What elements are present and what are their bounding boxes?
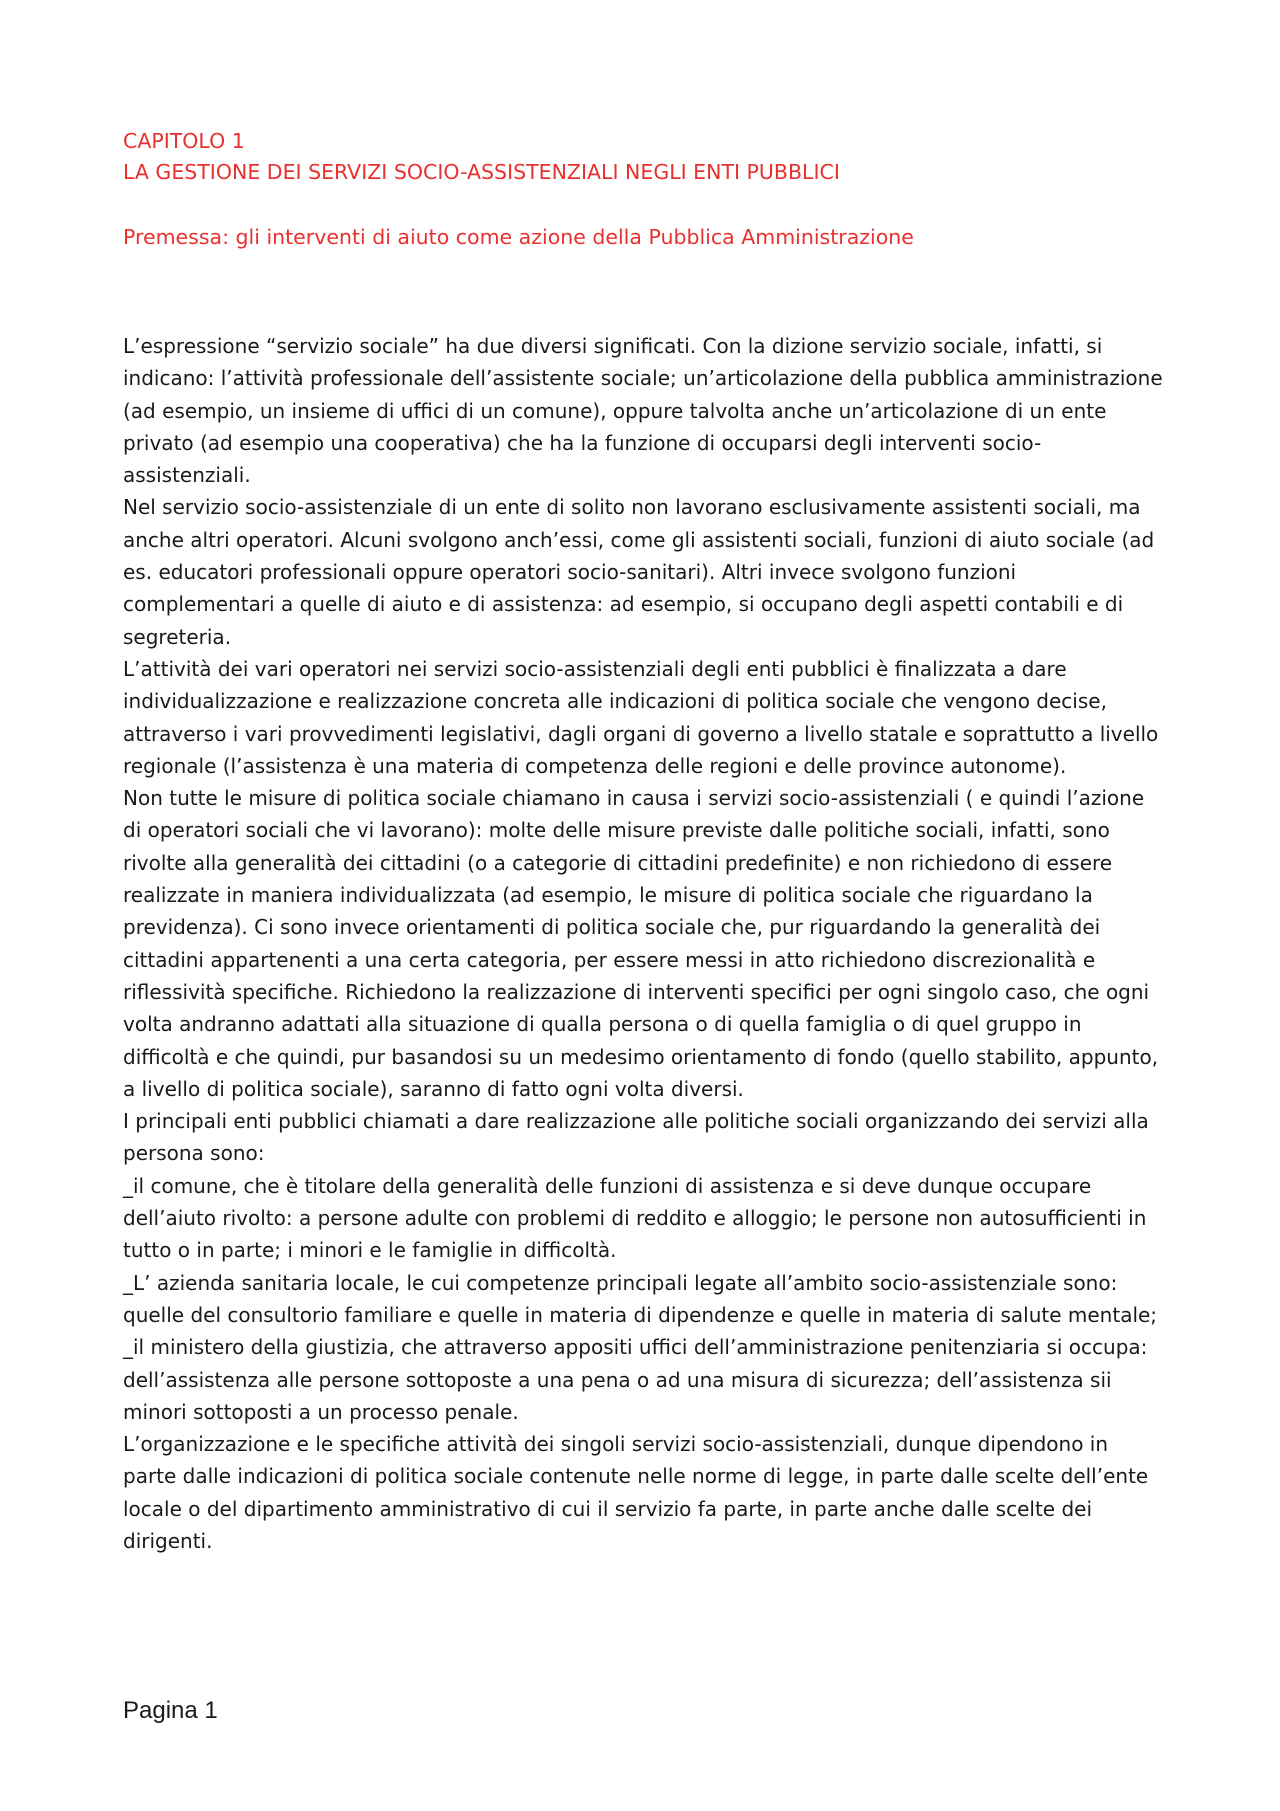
body-text — [123, 330, 1163, 1557]
chapter-number: CAPITOLO 1 — [123, 129, 245, 153]
list-item: _il ministero della giustizia, che attraverso appositi uffici dell’amministrazione penitenziaria si occupa: dell’assistenza alle persone sottoposte a una pena o ad una misura di sicurezza; dell’assistenza sii minori sottoposti a un processo penale. — [123, 1335, 1148, 1424]
paragraph: L’espressione “servizio sociale” ha due diversi significati. Con la dizione servizio sociale, infatti, si indicano: l’attività professionale dell’assistente sociale; un’articolazione della pubblica amministrazione (ad esempio, un insieme di uffici di un comune), oppure talvolta anche un’articolazione di un ente privato (ad esempio una cooperativa) che ha la funzione di occuparsi degli interventi socio-assistenziali. — [123, 334, 1163, 488]
paragraph: L’attività dei vari operatori nei servizi socio-assistenziali degli enti pubblici è finalizzata a dare individualizzazione e realizzazione concreta alle indicazioni di politica sociale che vengono decise, attraverso i vari provvedimenti legislativi, dagli organi di governo a livello statale e soprattutto a livello regionale (l’assistenza è una materia di competenza delle regioni e delle province autonome). — [123, 656, 1159, 778]
list-item: _il comune, che è titolare della generalità delle funzioni di assistenza e si deve dunque occupare dell’aiuto rivolto: a persone adulte con problemi di reddito e alloggio; le persone non autosufficienti in tutto o in parte; i minori e le famiglie in difficoltà. — [123, 1173, 1147, 1263]
paragraph: Nel servizio socio-assistenziale di un ente di solito non lavorano esclusivamente assistenti sociali, ma anche altri operatori. Alcuni svolgono anch’essi, come gli assistenti sociali, funzioni di aiuto sociale (ad es. educatori professionali oppure operatori socio-sanitari). Altri invece svolgono funzioni complementari a quelle di aiuto e di assistenza: ad esempio, si occupano degli aspetti contabili e di segreteria. — [123, 495, 1155, 649]
list-item: _L’ azienda sanitaria locale, le cui competenze principali legate all’ambito socio-assistenziale sono: quelle del consultorio familiare e quelle in materia di dipendenze e quelle in materia di salute mentale; — [123, 1270, 1158, 1327]
paragraph: L’organizzazione e le specifiche attività dei singoli servizi socio-assistenziali, dunque dipendono in parte dalle indicazioni di politica sociale contenute nelle norme di legge, in parte dalle scelte dell’ente locale o del dipartimento amministrativo di cui il servizio fa parte, in parte anche dalle scelte dei dirigenti. — [123, 1432, 1149, 1553]
paragraph: Non tutte le misure di politica sociale chiamano in causa i servizi socio-assistenziali ( e quindi l’azione di operatori sociali che vi lavorano): molte delle misure previste dalle politiche sociali, infatti, sono rivolte alla generalità dei cittadini (o a categorie di cittadini predefinite) e non richiedono di essere realizzate in maniera individualizzata (ad esempio, le misure di politica sociale che riguardano la previdenza). Ci sono invece orientamenti di politica sociale che, pur riguardando la generalità dei cittadini appartenenti a una certa categoria, per essere messi in atto richiedono discrezionalità e riflessività specifiche. Richiedono la realizzazione di interventi specifici per ogni singolo caso, che ogni volta andranno adattati alla situazione di qualla persona o di quella famiglia o di quel gruppo in difficoltà e che quindi, pur basandosi su un medesimo orientamento di fondo (quello stabilito, appunto, a livello di politica sociale), saranno di fatto ogni volta diversi. — [123, 786, 1159, 1101]
paragraph: I principali enti pubblici chiamati a dare realizzazione alle politiche sociali organizzando dei servizi alla persona sono: — [123, 1109, 1149, 1166]
page-number: Pagina 1 — [123, 1697, 218, 1724]
chapter-title: LA GESTIONE DEI SERVIZI SOCIO-ASSISTENZIALI NEGLI ENTI PUBBLICI — [123, 160, 840, 184]
section-subtitle: Premessa: gli interventi di aiuto come azione della Pubblica Amministrazione — [123, 225, 914, 249]
